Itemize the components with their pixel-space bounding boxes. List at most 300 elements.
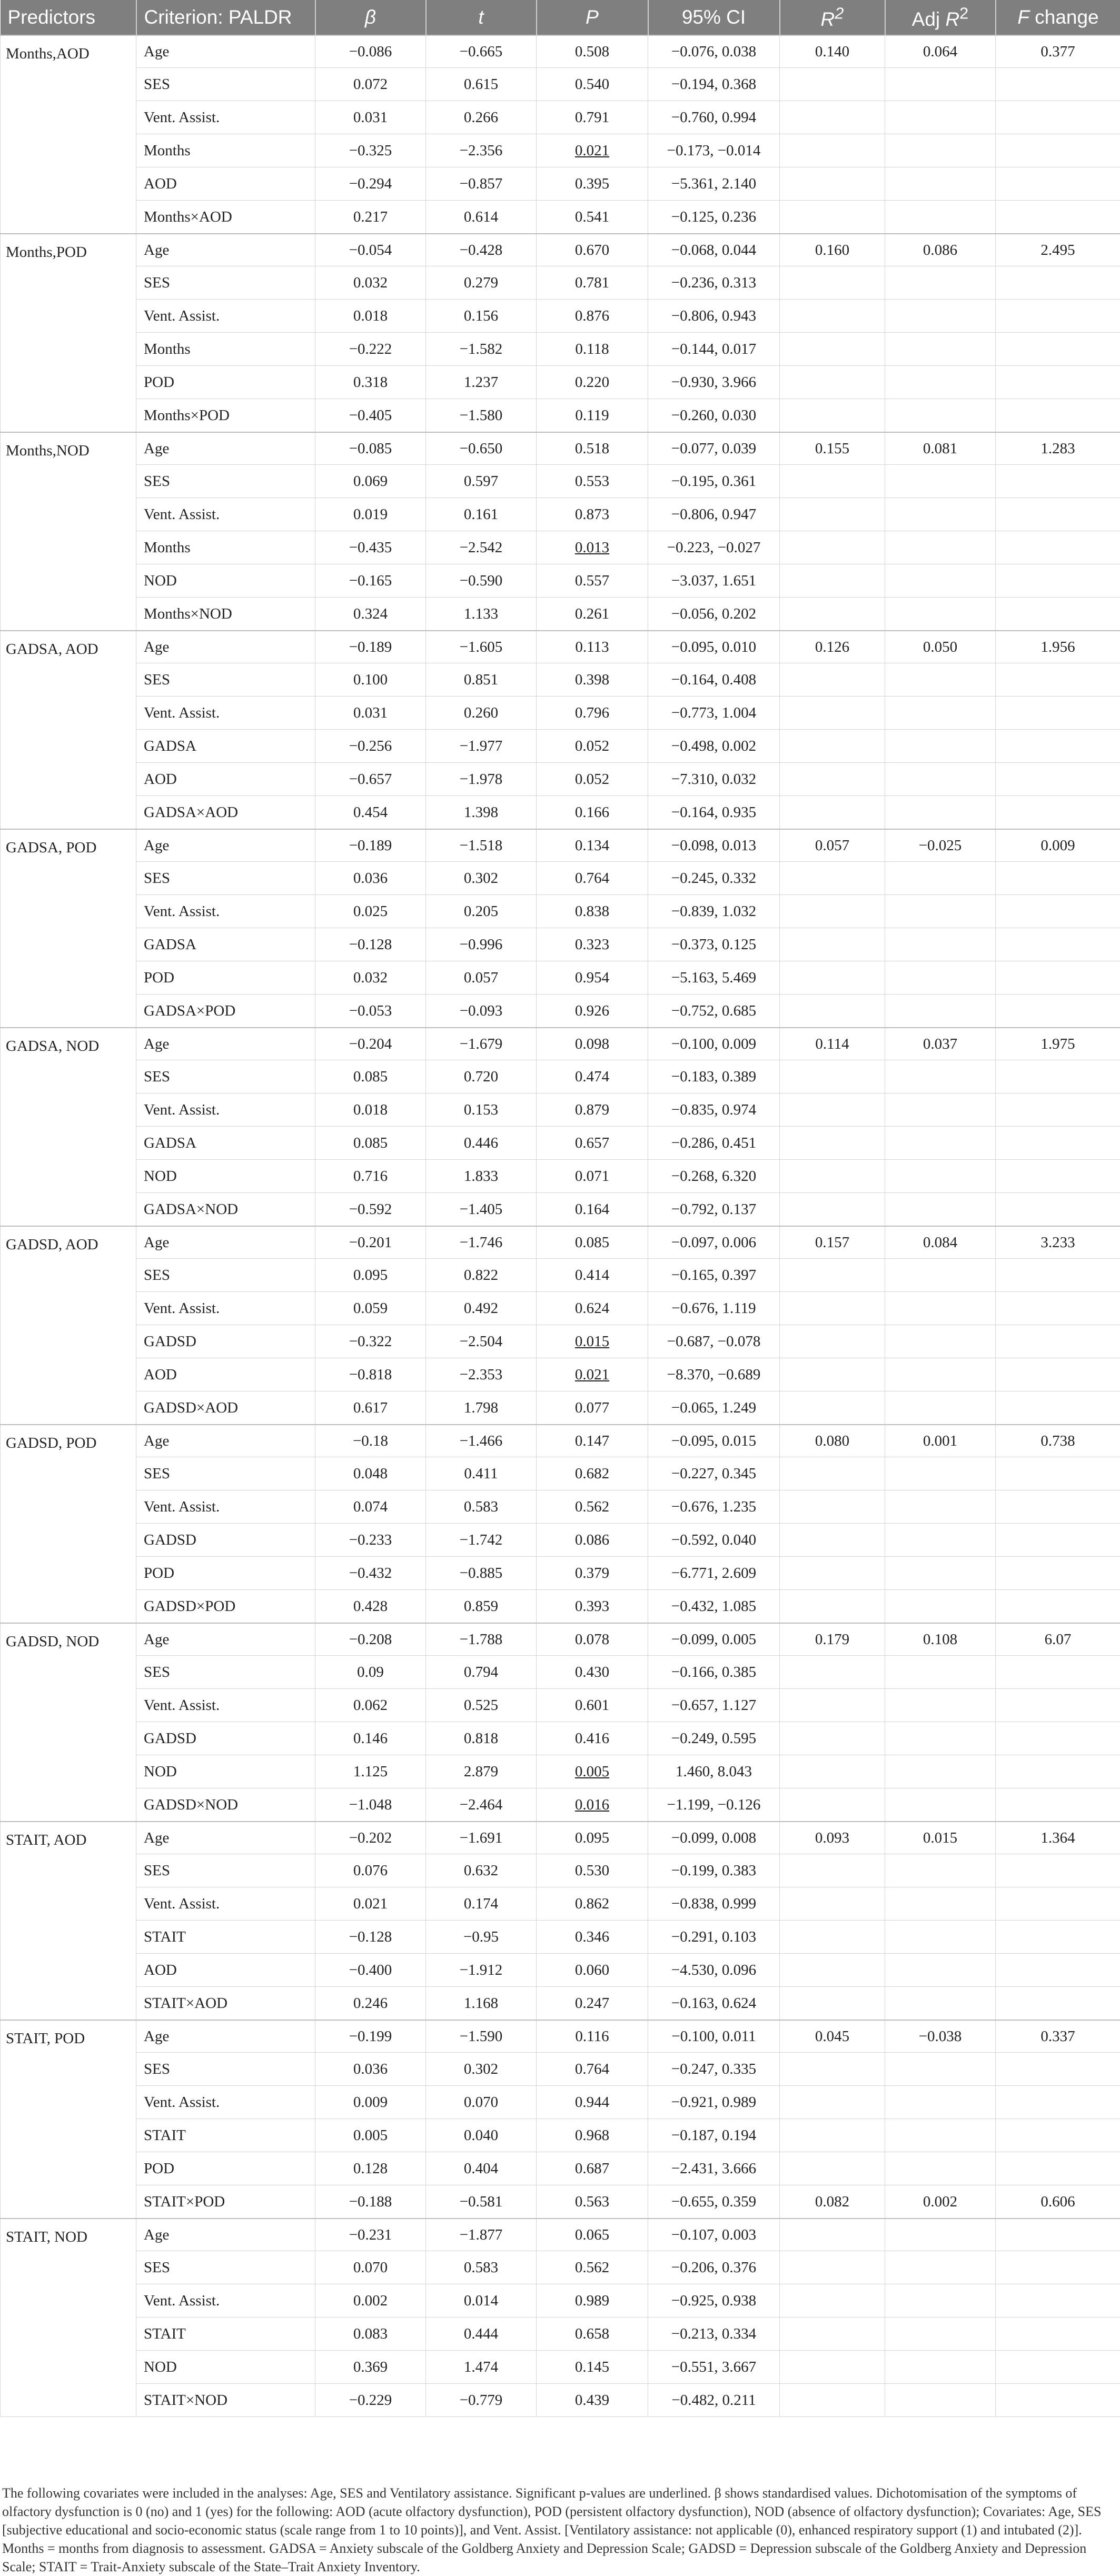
- p-value-cell: 0.145: [537, 2351, 648, 2384]
- f-change-cell: [996, 1656, 1120, 1689]
- r2-cell: [780, 697, 885, 730]
- f-change-cell: 0.377: [996, 35, 1120, 68]
- p-value-cell: 0.166: [537, 796, 648, 830]
- criterion-cell: SES: [136, 1656, 315, 1689]
- criterion-cell: GADSA: [136, 928, 315, 961]
- ci-cell: −0.099, 0.008: [648, 1822, 780, 1854]
- f-change-cell: 2.495: [996, 234, 1120, 266]
- ci-cell: −4.530, 0.096: [648, 1954, 780, 1987]
- beta-cell: −0.294: [315, 167, 426, 201]
- p-value-cell: 0.553: [537, 465, 648, 498]
- adj-r2-cell: [885, 564, 996, 598]
- t-cell: −0.650: [426, 432, 537, 465]
- r2-cell: [780, 1060, 885, 1093]
- r2-cell: [780, 1524, 885, 1557]
- p-value-cell: 0.071: [537, 1160, 648, 1193]
- f-change-cell: [996, 928, 1120, 961]
- table-row: [1, 994, 1120, 1028]
- ci-cell: −0.773, 1.004: [648, 697, 780, 730]
- beta-cell: 0.428: [315, 1590, 426, 1624]
- ci-cell: −0.806, 0.947: [648, 498, 780, 531]
- ci-cell: −0.194, 0.368: [648, 68, 780, 101]
- criterion-cell: Vent. Assist.: [136, 2284, 315, 2318]
- adj-r2-cell: [885, 266, 996, 300]
- table-row: [1, 1954, 1120, 1987]
- f-change-cell: 0.738: [996, 1425, 1120, 1457]
- table-row: [1, 134, 1120, 167]
- criterion-cell: STAIT×AOD: [136, 1987, 315, 2021]
- ci-cell: −0.752, 0.685: [648, 994, 780, 1028]
- beta-cell: −0.322: [315, 1325, 426, 1358]
- criterion-cell: STAIT: [136, 2119, 315, 2152]
- header-f-change: F change: [996, 0, 1120, 35]
- adj-r2-cell: [885, 1193, 996, 1227]
- beta-cell: −0.189: [315, 631, 426, 663]
- p-value-cell: 0.261: [537, 598, 648, 631]
- ci-cell: −8.370, −0.689: [648, 1358, 780, 1391]
- adj-r2-cell: [885, 1093, 996, 1127]
- t-cell: −1.978: [426, 763, 537, 796]
- beta-cell: 0.031: [315, 101, 426, 134]
- beta-cell: −0.405: [315, 399, 426, 433]
- adj-r2-cell: [885, 498, 996, 531]
- beta-cell: 0.062: [315, 1689, 426, 1722]
- t-cell: 0.492: [426, 1292, 537, 1325]
- table-row: [1, 1689, 1120, 1722]
- p-value-cell: 0.052: [537, 730, 648, 763]
- ci-cell: −2.431, 3.666: [648, 2152, 780, 2185]
- adj-r2-cell: [885, 1887, 996, 1921]
- table-row: [1, 895, 1120, 928]
- criterion-cell: Vent. Assist.: [136, 697, 315, 730]
- table-row: [1, 1391, 1120, 1425]
- criterion-cell: Vent. Assist.: [136, 498, 315, 531]
- table-row: [1, 399, 1120, 433]
- table-row: [1, 928, 1120, 961]
- table-row: [1, 2053, 1120, 2086]
- ci-cell: −7.310, 0.032: [648, 763, 780, 796]
- criterion-cell: Months×NOD: [136, 598, 315, 631]
- beta-cell: 0.076: [315, 1854, 426, 1887]
- beta-cell: 0.074: [315, 1490, 426, 1524]
- beta-cell: −0.231: [315, 2219, 426, 2251]
- r2-cell: [780, 895, 885, 928]
- ci-cell: −0.838, 0.999: [648, 1887, 780, 1921]
- r2-cell: [780, 994, 885, 1028]
- r2-cell: [780, 1391, 885, 1425]
- adj-r2-cell: 0.081: [885, 432, 996, 465]
- ci-cell: −0.760, 0.994: [648, 101, 780, 134]
- predictor-cell: STAIT, POD: [1, 2020, 136, 2219]
- table-row: [1, 101, 1120, 134]
- f-change-cell: [996, 1060, 1120, 1093]
- f-change-cell: [996, 1193, 1120, 1227]
- beta-cell: −0.086: [315, 35, 426, 68]
- t-cell: 0.205: [426, 895, 537, 928]
- r2-cell: [780, 366, 885, 399]
- table-row: [1, 2318, 1120, 2351]
- ci-cell: −0.076, 0.038: [648, 35, 780, 68]
- header-predictors: Predictors: [1, 0, 136, 35]
- r2-cell: [780, 1987, 885, 2021]
- adj-r2-cell: [885, 2251, 996, 2284]
- adj-r2-cell: [885, 1722, 996, 1755]
- f-change-cell: [996, 2351, 1120, 2384]
- footnote-text: The following covariates were included in the analyses: Age, SES and Ventilatory assistance. Significant p-values are underlined. β shows standardised values. Dichotomisation of the symptoms of olfactory dysfunction is 0 (no) and 1 (yes) for the following: AOD (acute olfactory dysfunction), POD (persistent olfactory dysfunction), NOD (absence of olfactory dysfunction); Covariates: Age, SES [subjective educational and socio-economic status (scale range from 1 to 10 points)], and Vent. Assist. [Ventilatory assistance: not applicable (0), enhanced respiratory support (1) and intubated (2)]. Months = months from diagnosis to assessment. GADSA = Anxiety subscale of the Goldberg Anxiety and Depression Scale; GADSD = Depression subscale of the Goldberg Anxiety and Depression Scale; STAIT = Trait-Anxiety subscale of the State–Trait Anxiety Inventory.: [2, 2484, 1118, 2576]
- t-cell: −1.912: [426, 1954, 537, 1987]
- r2-cell: 0.045: [780, 2020, 885, 2053]
- t-cell: 0.446: [426, 1127, 537, 1160]
- criterion-cell: Months×AOD: [136, 201, 315, 234]
- criterion-cell: Age: [136, 1822, 315, 1854]
- criterion-cell: STAIT: [136, 1921, 315, 1954]
- r2-cell: [780, 498, 885, 531]
- beta-cell: −0.165: [315, 564, 426, 598]
- p-value-cell: 0.095: [537, 1822, 648, 1854]
- p-value-cell: 0.116: [537, 2020, 648, 2053]
- criterion-cell: AOD: [136, 1358, 315, 1391]
- ci-cell: −0.098, 0.013: [648, 829, 780, 862]
- adj-r2-cell: [885, 465, 996, 498]
- ci-cell: −0.286, 0.451: [648, 1127, 780, 1160]
- f-change-cell: [996, 1127, 1120, 1160]
- t-cell: 0.302: [426, 2053, 537, 2086]
- ci-cell: −0.199, 0.383: [648, 1854, 780, 1887]
- f-change-cell: [996, 101, 1120, 134]
- table-row: [1, 1425, 1120, 1457]
- table-row: [1, 2351, 1120, 2384]
- p-value-cell: 0.557: [537, 564, 648, 598]
- beta-cell: 0.146: [315, 1722, 426, 1755]
- beta-cell: −0.818: [315, 1358, 426, 1391]
- beta-cell: 0.031: [315, 697, 426, 730]
- table-row: [1, 498, 1120, 531]
- t-cell: −2.353: [426, 1358, 537, 1391]
- ci-cell: −0.077, 0.039: [648, 432, 780, 465]
- t-cell: −1.679: [426, 1028, 537, 1060]
- p-value-cell: 0.323: [537, 928, 648, 961]
- table-row: [1, 1292, 1120, 1325]
- r2-cell: 0.114: [780, 1028, 885, 1060]
- p-value-cell: 0.147: [537, 1425, 648, 1457]
- t-cell: 0.156: [426, 300, 537, 333]
- beta-cell: 1.125: [315, 1755, 426, 1788]
- r2-cell: [780, 101, 885, 134]
- p-value-cell: 0.005: [537, 1755, 648, 1788]
- adj-r2-cell: 0.086: [885, 234, 996, 266]
- table-row: [1, 266, 1120, 300]
- table-row: [1, 234, 1120, 266]
- adj-r2-cell: 0.064: [885, 35, 996, 68]
- ci-cell: −0.125, 0.236: [648, 201, 780, 234]
- beta-cell: 0.070: [315, 2251, 426, 2284]
- ci-cell: −3.037, 1.651: [648, 564, 780, 598]
- t-cell: 0.525: [426, 1689, 537, 1722]
- r2-cell: [780, 1689, 885, 1722]
- adj-r2-cell: [885, 961, 996, 994]
- t-cell: 0.851: [426, 663, 537, 697]
- ci-cell: −0.164, 0.935: [648, 796, 780, 830]
- criterion-cell: POD: [136, 1557, 315, 1590]
- f-change-cell: 1.364: [996, 1822, 1120, 1854]
- p-value-cell: 0.013: [537, 531, 648, 564]
- adj-r2-cell: [885, 1590, 996, 1624]
- t-cell: 0.822: [426, 1259, 537, 1292]
- t-cell: −0.996: [426, 928, 537, 961]
- ci-cell: −0.187, 0.194: [648, 2119, 780, 2152]
- table-row: [1, 432, 1120, 465]
- table-row: [1, 1226, 1120, 1259]
- t-cell: −1.746: [426, 1226, 537, 1259]
- f-change-cell: [996, 663, 1120, 697]
- beta-cell: 0.036: [315, 2053, 426, 2086]
- ci-cell: −5.361, 2.140: [648, 167, 780, 201]
- beta-cell: 0.069: [315, 465, 426, 498]
- f-change-cell: 1.283: [996, 432, 1120, 465]
- f-change-cell: [996, 266, 1120, 300]
- ci-cell: −0.183, 0.389: [648, 1060, 780, 1093]
- table-footnote: [0, 2484, 1120, 2576]
- f-change-cell: [996, 1358, 1120, 1391]
- table-row: [1, 1755, 1120, 1788]
- beta-cell: 0.100: [315, 663, 426, 697]
- ci-cell: −0.095, 0.015: [648, 1425, 780, 1457]
- criterion-cell: Age: [136, 432, 315, 465]
- p-value-cell: 0.414: [537, 1259, 648, 1292]
- p-value-cell: 0.563: [537, 2185, 648, 2219]
- ci-cell: −0.236, 0.313: [648, 266, 780, 300]
- p-value-cell: 0.954: [537, 961, 648, 994]
- adj-r2-cell: [885, 1127, 996, 1160]
- table-row: [1, 1987, 1120, 2021]
- criterion-cell: Age: [136, 631, 315, 663]
- p-value-cell: 0.474: [537, 1060, 648, 1093]
- t-cell: −1.788: [426, 1623, 537, 1656]
- table-row: [1, 1524, 1120, 1557]
- criterion-cell: GADSA×NOD: [136, 1193, 315, 1227]
- ci-cell: −0.835, 0.974: [648, 1093, 780, 1127]
- adj-r2-cell: [885, 697, 996, 730]
- ci-cell: −1.199, −0.126: [648, 1788, 780, 1822]
- beta-cell: −1.048: [315, 1788, 426, 1822]
- f-change-cell: [996, 961, 1120, 994]
- criterion-cell: POD: [136, 961, 315, 994]
- adj-r2-cell: [885, 531, 996, 564]
- r2-cell: [780, 266, 885, 300]
- p-value-cell: 0.876: [537, 300, 648, 333]
- r2-cell: [780, 663, 885, 697]
- beta-cell: 0.018: [315, 1093, 426, 1127]
- table-row: [1, 1623, 1120, 1656]
- f-change-cell: [996, 1854, 1120, 1887]
- criterion-cell: SES: [136, 663, 315, 697]
- t-cell: 0.583: [426, 1490, 537, 1524]
- r2-cell: [780, 531, 885, 564]
- criterion-cell: Vent. Assist.: [136, 895, 315, 928]
- predictor-cell: GADSA, AOD: [1, 631, 136, 829]
- t-cell: 0.818: [426, 1722, 537, 1755]
- p-value-cell: 0.119: [537, 399, 648, 433]
- r2-cell: [780, 1457, 885, 1490]
- t-cell: 0.260: [426, 697, 537, 730]
- f-change-cell: [996, 2219, 1120, 2251]
- f-change-cell: [996, 465, 1120, 498]
- r2-cell: [780, 730, 885, 763]
- adj-r2-cell: [885, 796, 996, 830]
- ci-cell: −0.676, 1.119: [648, 1292, 780, 1325]
- criterion-cell: POD: [136, 366, 315, 399]
- t-cell: −0.95: [426, 1921, 537, 1954]
- criterion-cell: STAIT×POD: [136, 2185, 315, 2219]
- table-row: [1, 1457, 1120, 1490]
- r2-cell: [780, 167, 885, 201]
- ci-cell: −0.247, 0.335: [648, 2053, 780, 2086]
- beta-cell: 0.036: [315, 862, 426, 895]
- p-value-cell: 0.781: [537, 266, 648, 300]
- f-change-cell: [996, 796, 1120, 830]
- ci-cell: −6.771, 2.609: [648, 1557, 780, 1590]
- ci-cell: −0.056, 0.202: [648, 598, 780, 631]
- criterion-cell: GADSA×AOD: [136, 796, 315, 830]
- table-row: [1, 1325, 1120, 1358]
- r2-cell: [780, 2152, 885, 2185]
- r2-cell: [780, 1259, 885, 1292]
- beta-cell: 0.318: [315, 366, 426, 399]
- beta-cell: 0.025: [315, 895, 426, 928]
- beta-cell: 0.059: [315, 1292, 426, 1325]
- adj-r2-cell: [885, 1954, 996, 1987]
- table-row: [1, 961, 1120, 994]
- t-cell: −0.779: [426, 2384, 537, 2417]
- criterion-cell: SES: [136, 1259, 315, 1292]
- t-cell: 1.474: [426, 2351, 537, 2384]
- t-cell: −1.466: [426, 1425, 537, 1457]
- adj-r2-cell: [885, 1457, 996, 1490]
- beta-cell: 0.021: [315, 1887, 426, 1921]
- adj-r2-cell: [885, 1259, 996, 1292]
- p-value-cell: 0.398: [537, 663, 648, 697]
- p-value-cell: 0.944: [537, 2086, 648, 2119]
- table-row: [1, 697, 1120, 730]
- criterion-cell: Age: [136, 1226, 315, 1259]
- f-change-cell: [996, 2152, 1120, 2185]
- ci-cell: −0.166, 0.385: [648, 1656, 780, 1689]
- t-cell: −1.405: [426, 1193, 537, 1227]
- p-value-cell: 0.926: [537, 994, 648, 1028]
- r2-cell: [780, 399, 885, 433]
- t-cell: 0.411: [426, 1457, 537, 1490]
- table-body: [1, 35, 1120, 2417]
- criterion-cell: Months: [136, 531, 315, 564]
- beta-cell: 0.217: [315, 201, 426, 234]
- table-row: [1, 2152, 1120, 2185]
- beta-cell: 0.454: [315, 796, 426, 830]
- criterion-cell: Age: [136, 234, 315, 266]
- beta-cell: 0.617: [315, 1391, 426, 1425]
- r2-cell: [780, 1292, 885, 1325]
- p-value-cell: 0.220: [537, 366, 648, 399]
- r2-cell: [780, 1722, 885, 1755]
- t-cell: 0.859: [426, 1590, 537, 1624]
- r2-cell: [780, 564, 885, 598]
- ci-cell: −0.173, −0.014: [648, 134, 780, 167]
- p-value-cell: 0.113: [537, 631, 648, 663]
- f-change-cell: [996, 1921, 1120, 1954]
- f-change-cell: [996, 564, 1120, 598]
- t-cell: 0.266: [426, 101, 537, 134]
- f-change-cell: [996, 2384, 1120, 2417]
- criterion-cell: SES: [136, 862, 315, 895]
- t-cell: 0.614: [426, 201, 537, 234]
- f-change-cell: [996, 300, 1120, 333]
- criterion-cell: Age: [136, 829, 315, 862]
- r2-cell: [780, 796, 885, 830]
- t-cell: −0.590: [426, 564, 537, 598]
- ci-cell: −0.206, 0.376: [648, 2251, 780, 2284]
- table-header: [1, 0, 1120, 35]
- r2-cell: [780, 1127, 885, 1160]
- predictor-cell: GADSA, POD: [1, 829, 136, 1028]
- beta-cell: 0.019: [315, 498, 426, 531]
- adj-r2-cell: −0.038: [885, 2020, 996, 2053]
- r2-cell: 0.126: [780, 631, 885, 663]
- adj-r2-cell: [885, 101, 996, 134]
- f-change-cell: [996, 1722, 1120, 1755]
- r2-cell: [780, 2384, 885, 2417]
- f-change-cell: 1.956: [996, 631, 1120, 663]
- p-value-cell: 0.518: [537, 432, 648, 465]
- table-row: [1, 1060, 1120, 1093]
- adj-r2-cell: 0.084: [885, 1226, 996, 1259]
- table-row: [1, 1722, 1120, 1755]
- beta-cell: 0.009: [315, 2086, 426, 2119]
- p-value-cell: 0.838: [537, 895, 648, 928]
- criterion-cell: SES: [136, 2251, 315, 2284]
- p-value-cell: 0.077: [537, 1391, 648, 1425]
- r2-cell: 0.082: [780, 2185, 885, 2219]
- adj-r2-cell: [885, 1656, 996, 1689]
- header-t: t: [426, 0, 537, 35]
- r2-cell: [780, 1193, 885, 1227]
- t-cell: 1.398: [426, 796, 537, 830]
- beta-cell: 0.09: [315, 1656, 426, 1689]
- t-cell: 0.040: [426, 2119, 537, 2152]
- beta-cell: −0.208: [315, 1623, 426, 1656]
- t-cell: −0.581: [426, 2185, 537, 2219]
- beta-cell: 0.083: [315, 2318, 426, 2351]
- t-cell: −1.605: [426, 631, 537, 663]
- f-change-cell: 0.009: [996, 829, 1120, 862]
- table-row: [1, 1557, 1120, 1590]
- criterion-cell: GADSA×POD: [136, 994, 315, 1028]
- beta-cell: 0.032: [315, 266, 426, 300]
- ci-cell: 1.460, 8.043: [648, 1755, 780, 1788]
- beta-cell: 0.005: [315, 2119, 426, 2152]
- f-change-cell: [996, 1987, 1120, 2021]
- t-cell: 0.720: [426, 1060, 537, 1093]
- f-change-cell: 1.975: [996, 1028, 1120, 1060]
- adj-r2-cell: [885, 399, 996, 433]
- adj-r2-cell: 0.108: [885, 1623, 996, 1656]
- r2-cell: [780, 1887, 885, 1921]
- criterion-cell: Months×POD: [136, 399, 315, 433]
- f-change-cell: [996, 1292, 1120, 1325]
- ci-cell: −5.163, 5.469: [648, 961, 780, 994]
- t-cell: −0.428: [426, 234, 537, 266]
- ci-cell: −0.245, 0.332: [648, 862, 780, 895]
- r2-cell: [780, 2318, 885, 2351]
- t-cell: 1.237: [426, 366, 537, 399]
